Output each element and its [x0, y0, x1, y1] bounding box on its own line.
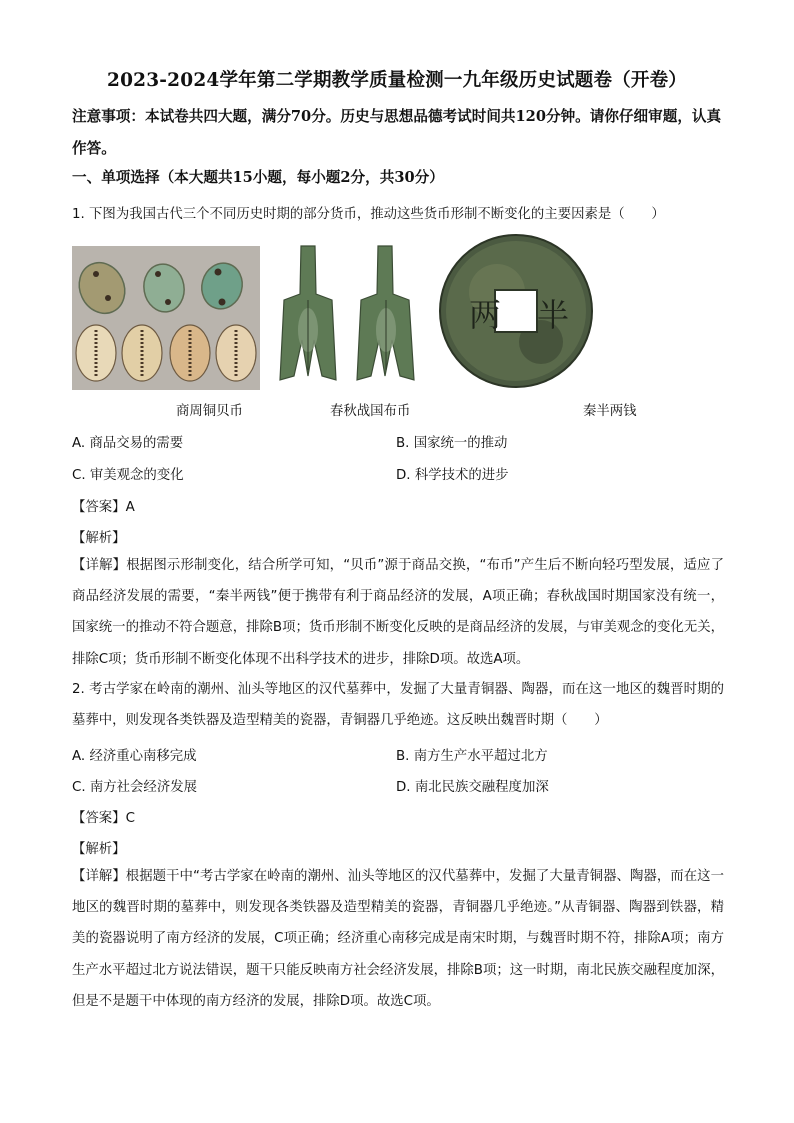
q1-detail: [72, 550, 724, 675]
coin-glyph-liang: 两: [469, 296, 502, 334]
coin-glyph-ban: 半: [537, 296, 570, 334]
q2-detail: [72, 861, 724, 1017]
detail-text: 根据图示形制变化，结合所学可知，“贝币”源于商品交换，“布币”产生后不断向轻巧型发展，适应了商品经济发展的需要，“秦半两钱”便于携带有利于商品经济的发展，A项正确；春秋战国时期国家没有统一，国家统一的推动不符合题意，排除B项；货币形制不断变化反映的是商品经济的发展，与审美观念的变化无关，排除C项；货币形制不断变化体现不出科学技术的进步，排除D项。故选A项。: [72, 558, 725, 667]
answer-value: C: [125, 811, 135, 826]
caption-banliang-coin: 秦半两钱: [583, 404, 637, 419]
q2-option-d: D. 南北民族交融程度加深: [396, 780, 549, 795]
answer-label: 【答案】: [72, 811, 126, 826]
detail-label: 【详解】: [72, 558, 127, 573]
detail-label: 【详解】: [72, 869, 126, 884]
q1-analysis-label: 【解析】: [72, 531, 126, 546]
spade-coins-image: [268, 240, 434, 390]
q2-option-a: A. 经济重心南移完成: [72, 749, 197, 764]
detail-text: 根据题干中“考古学家在岭南的潮州、汕头等地区的汉代墓葬中，发掘了大量青铜器、陶器，而在这一地区的魏晋时期的墓葬中，则发现各类铁器及造型精美的瓷器，青铜器几乎绝迹。”从青铜器、陶器到铁器，精美的瓷器说明了南方经济的发展，C项正确；经济重心南移完成是南宋时期，与魏晋时期不符，排除A项；南方生产水平超过北方说法错误，题干只能反映南方社会经济发展，排除B项；这一时期，南北民族交融程度加深，但是不是题干中体现的南方经济的发展，排除D项。故选C项。: [72, 869, 725, 1009]
caption-shell-coin: 商周铜贝币: [176, 404, 243, 419]
q1-option-d: D. 科学技术的进步: [396, 468, 509, 483]
banliang-coin-image: [437, 232, 595, 390]
answer-value: A: [125, 500, 135, 515]
q1-option-a: A. 商品交易的需要: [72, 436, 184, 451]
q2-analysis-label: 【解析】: [72, 842, 126, 857]
shell-coins-image: [72, 246, 260, 390]
q2-option-c: C. 南方社会经济发展: [72, 780, 197, 795]
q2-option-b: B. 南方生产水平超过北方: [396, 749, 548, 764]
q1-option-b: B. 国家统一的推动: [396, 436, 508, 451]
q1-option-c: C. 审美观念的变化: [72, 468, 184, 483]
q1-answer: [72, 496, 135, 515]
answer-label: 【答案】: [72, 500, 126, 515]
q1-stem: 1. 下图为我国古代三个不同历史时期的部分货币，推动这些货币形制不断变化的主要因素是（ ）: [72, 207, 665, 222]
q2-stem: 2. 考古学家在岭南的潮州、汕头等地区的汉代墓葬中，发掘了大量青铜器、陶器，而在这一地区的魏晋时期的墓葬中，则发现各类铁器及造型精美的瓷器，青铜器几乎绝迹。这反映出魏晋时期（ ）: [72, 682, 724, 729]
page-title: 2023-2024学年第二学期教学质量检测一九年级历史试题卷（开卷）: [107, 70, 687, 91]
section-heading: 一、单项选择（本大题共15小题，每小题2分，共30分）: [72, 169, 444, 186]
q2-answer: [72, 807, 135, 826]
notice-text: 注意事项：本试卷共四大题，满分70分。历史与思想品德考试时间共120分钟。请你仔细审题，认真作答。: [72, 108, 722, 157]
caption-spade-coin: 春秋战国布币: [330, 404, 411, 419]
